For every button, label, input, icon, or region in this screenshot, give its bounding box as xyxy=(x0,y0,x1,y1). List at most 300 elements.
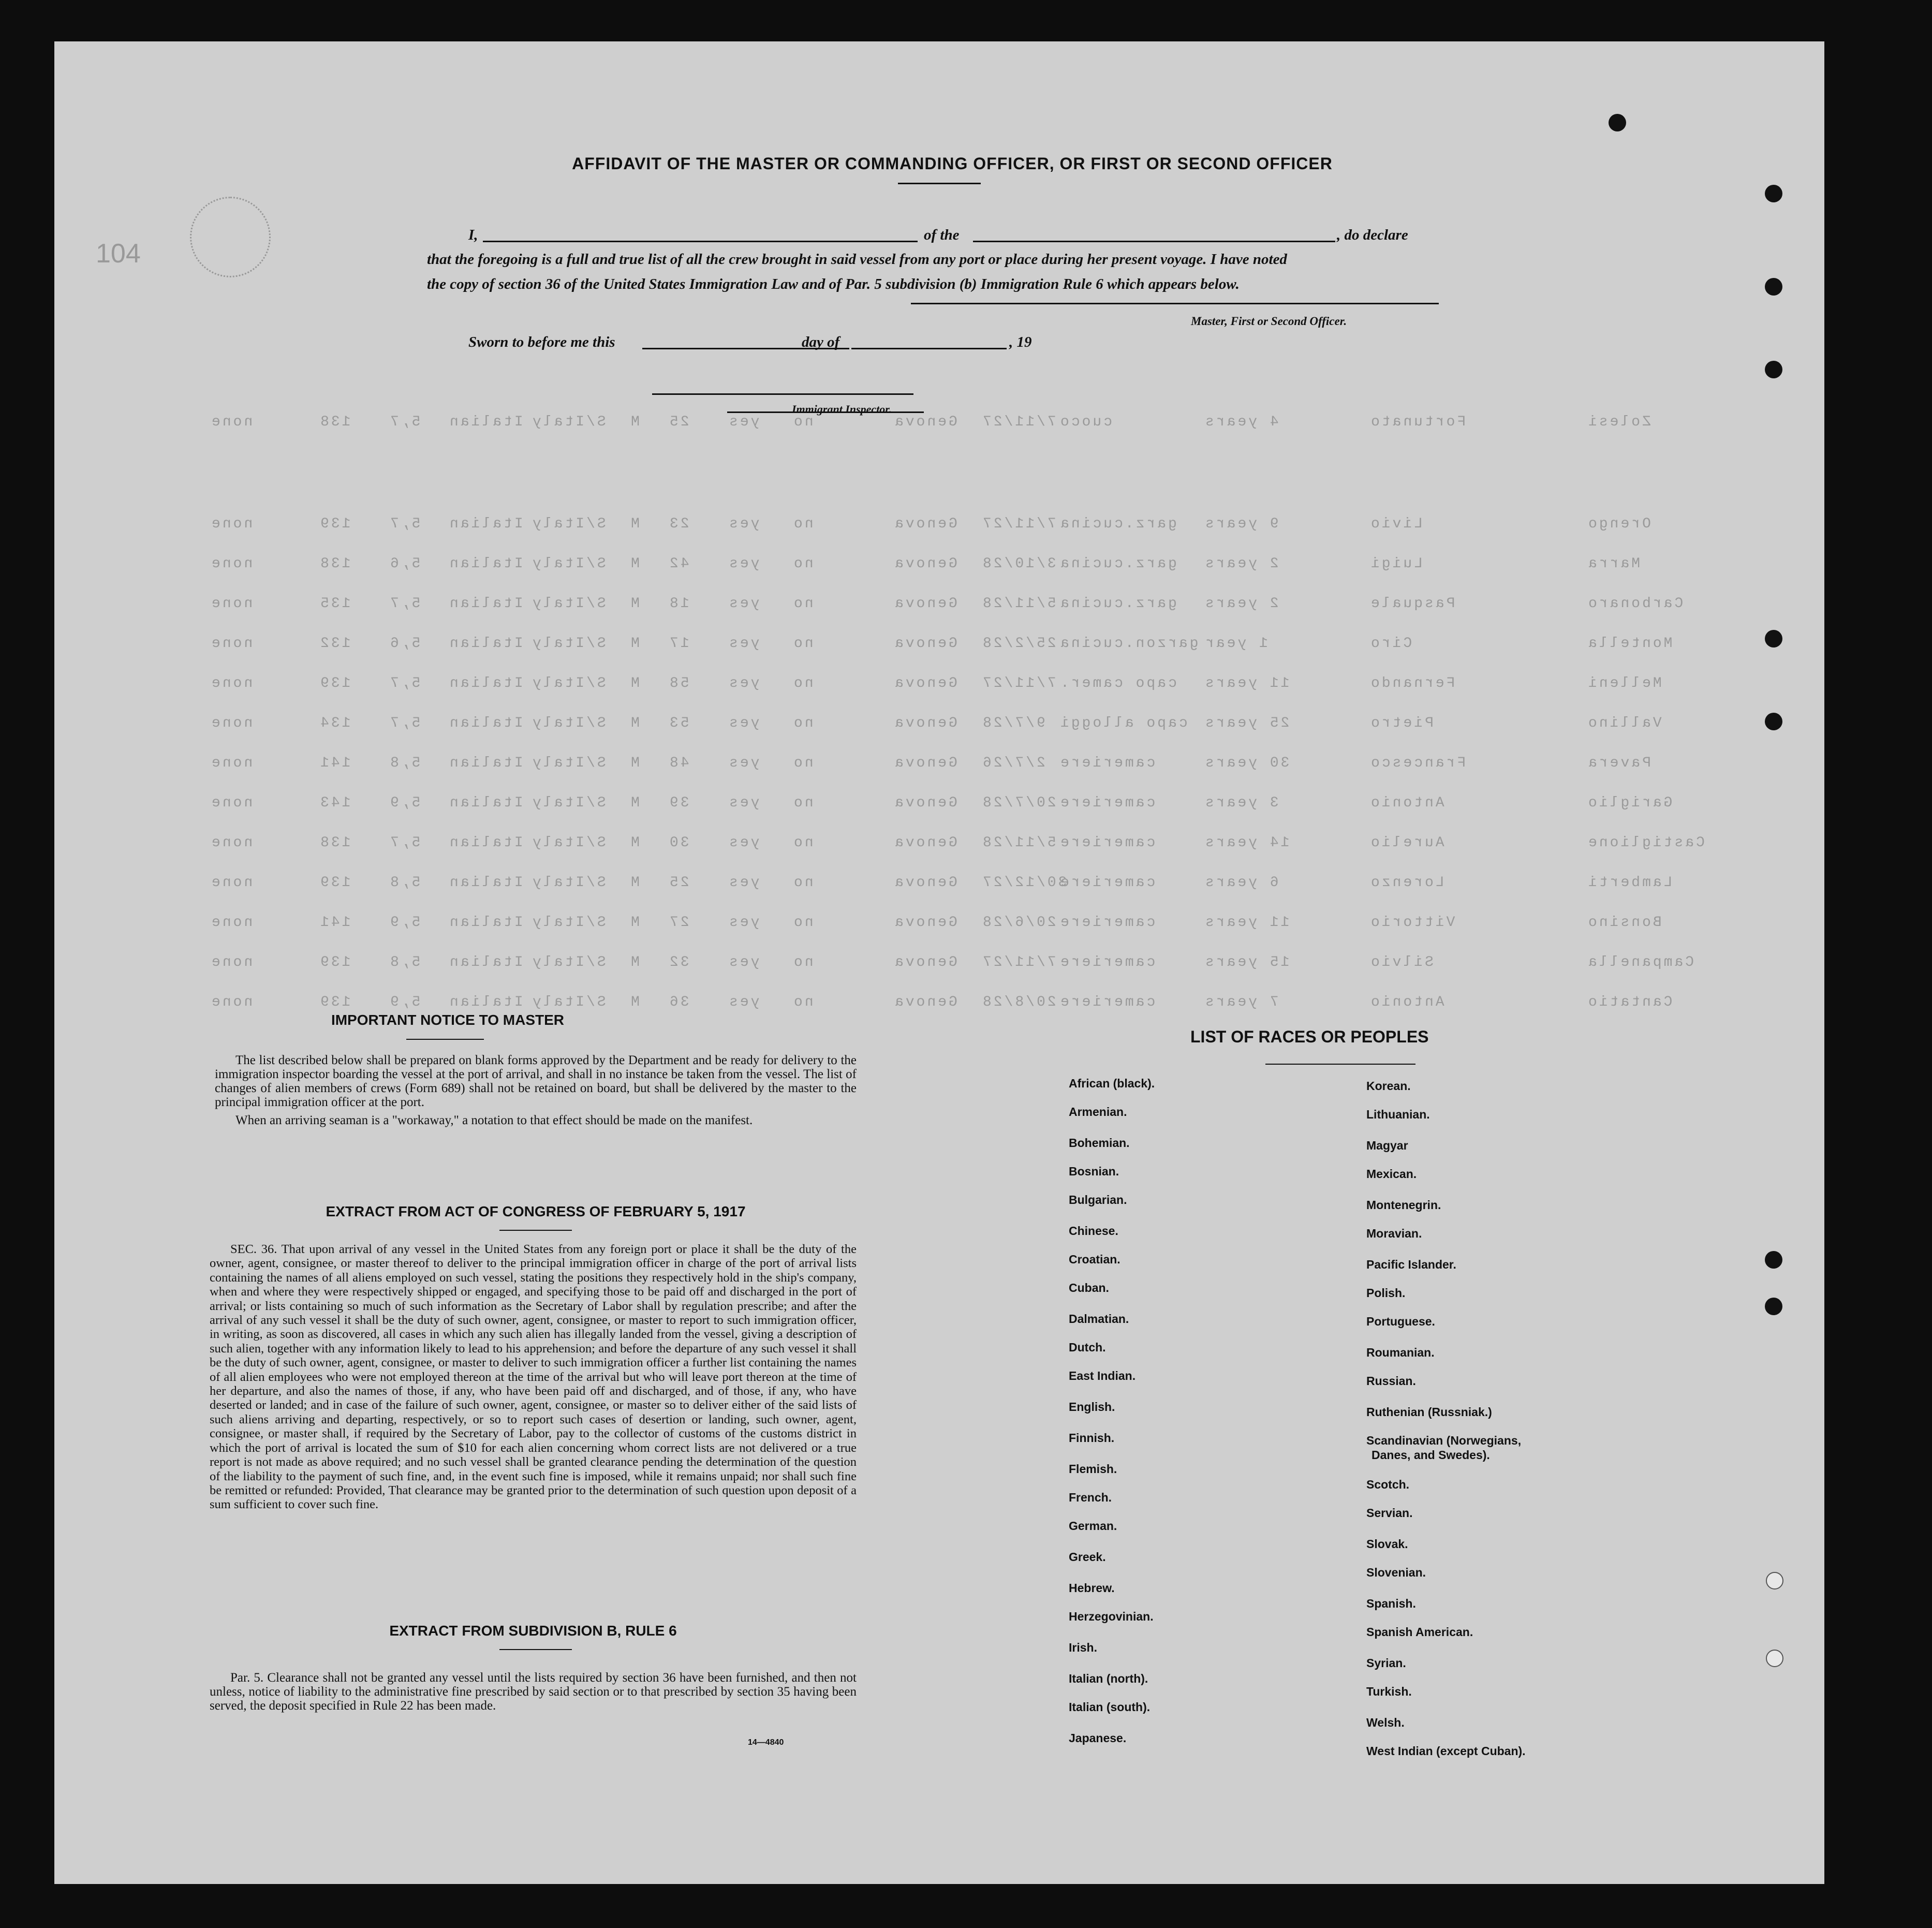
binder-hole xyxy=(1765,278,1782,296)
bleed-cell: no xyxy=(792,875,814,891)
bleed-cell: 138 xyxy=(318,414,351,430)
bleed-cell: M xyxy=(629,994,640,1010)
bleed-cell: 143 xyxy=(318,795,351,811)
bleed-cell: Genova xyxy=(893,516,957,532)
bleed-cell: 138 xyxy=(318,835,351,851)
race-item: Bohemian. xyxy=(1069,1136,1130,1150)
bleed-cell: 15 years xyxy=(1203,954,1290,970)
bleed-cell: 30 years xyxy=(1203,755,1290,771)
bleed-cell: yes xyxy=(727,755,760,771)
bleed-cell: 42 xyxy=(668,556,689,572)
bleed-cell: Genova xyxy=(893,875,957,891)
bleed-cell: yes xyxy=(727,875,760,891)
bleed-cell: Livio xyxy=(1369,516,1423,532)
bleed-cell: Cantatio xyxy=(1586,994,1673,1010)
bleed-cell: 25 years xyxy=(1203,715,1290,731)
bleed-cell: 7/11/27 xyxy=(981,516,1056,532)
bleed-cell: S/Italy xyxy=(530,755,606,771)
race-item: Welsh. xyxy=(1366,1716,1405,1729)
bleed-cell: Italian xyxy=(448,636,523,652)
bleed-cell: 2 years xyxy=(1203,556,1279,572)
race-item: Cuban. xyxy=(1069,1281,1109,1294)
rule-body-container xyxy=(210,1671,857,1717)
binder-hole xyxy=(1765,185,1782,202)
bleed-cell: 14 years xyxy=(1203,835,1290,851)
bleed-cell: 9/7/28 xyxy=(981,715,1045,731)
binder-hole xyxy=(1765,1251,1782,1269)
bleed-cell: 4 years xyxy=(1203,414,1279,430)
bleed-cell: yes xyxy=(727,556,760,572)
binder-hole xyxy=(1766,1572,1783,1590)
bleed-cell: cameriere xyxy=(1058,875,1156,891)
bleed-cell: 5,8 xyxy=(388,755,421,771)
statement-line-1: that the foregoing is a full and true list of all the crew brought in said vessel from any port or place during her present voyage. I have noted xyxy=(427,251,1287,268)
bleed-cell: M xyxy=(629,516,640,532)
bleed-cell: yes xyxy=(727,715,760,731)
bleed-cell: garz.cucina xyxy=(1058,556,1177,572)
bleed-cell: M xyxy=(629,954,640,970)
bleed-cell: Marra xyxy=(1586,556,1641,572)
bleed-cell: Francesco xyxy=(1369,755,1466,771)
bleed-cell: 135 xyxy=(318,596,351,612)
bleed-cell: 5,9 xyxy=(388,915,421,931)
race-item: Scotch. xyxy=(1366,1478,1410,1491)
race-item: Slovenian. xyxy=(1366,1566,1426,1579)
rule-body: Par. 5. Clearance shall not be granted any vessel until the lists required by section 36 have been furnished, and then not unless, notice of liability to the administrative fine prescribed by said section or to that prescribed by section 35 having been served, the deposit specified in Rule 22 has been made. xyxy=(210,1671,857,1713)
race-item: Russian. xyxy=(1366,1374,1416,1388)
bleed-cell: yes xyxy=(727,954,760,970)
race-item: Portuguese. xyxy=(1366,1315,1435,1328)
race-item: Bosnian. xyxy=(1069,1165,1119,1178)
race-item: Lithuanian. xyxy=(1366,1108,1430,1121)
form-number: 14—4840 xyxy=(748,1738,784,1747)
bleed-cell: Pietro xyxy=(1369,715,1434,731)
bleed-cell: Luigi xyxy=(1369,556,1423,572)
bleed-cell: 11 years xyxy=(1203,675,1290,691)
race-item: Magyar xyxy=(1366,1139,1408,1152)
bleed-cell: none xyxy=(210,954,253,970)
bleed-cell: 7/11/27 xyxy=(981,954,1056,970)
bleed-cell: M xyxy=(629,875,640,891)
bleed-cell: 6 years xyxy=(1203,875,1279,891)
bleed-cell: capo alloggi xyxy=(1058,715,1188,731)
bleed-cell: cuoco xyxy=(1058,414,1113,430)
act-underline xyxy=(499,1230,572,1231)
binder-hole xyxy=(1765,1298,1782,1315)
bleed-cell: 1 year xyxy=(1203,636,1268,652)
bleed-cell: cameriere xyxy=(1058,755,1156,771)
bleed-cell: no xyxy=(792,755,814,771)
bleed-cell: S/Italy xyxy=(530,835,606,851)
bleed-cell: 139 xyxy=(318,954,351,970)
bleed-cell: none xyxy=(210,915,253,931)
bleed-cell: Bonsino xyxy=(1586,915,1662,931)
bleed-cell: garz.cucina xyxy=(1058,516,1177,532)
bleed-cell: 7/11/27 xyxy=(981,414,1056,430)
race-item: West Indian (except Cuban). xyxy=(1366,1744,1526,1758)
bleed-cell: cameriere xyxy=(1058,835,1156,851)
bleed-cell: 139 xyxy=(318,994,351,1010)
bleed-cell: Italian xyxy=(448,994,523,1010)
bleed-cell: S/Italy xyxy=(530,596,606,612)
bleed-cell: 5,9 xyxy=(388,795,421,811)
race-item: Chinese. xyxy=(1069,1224,1118,1238)
bleed-cell: S/Italy xyxy=(530,516,606,532)
bleed-cell: 5,6 xyxy=(388,636,421,652)
bleed-cell: yes xyxy=(727,915,760,931)
statement-line-2: the copy of section 36 of the United States Immigration Law and of Par. 5 subdivision (b) Immigration Rule 6 which appears below. xyxy=(427,276,1240,292)
race-item: Hebrew. xyxy=(1069,1581,1115,1595)
bleed-cell: Italian xyxy=(448,715,523,731)
bleed-cell: Genova xyxy=(893,675,957,691)
bleed-cell: M xyxy=(629,715,640,731)
bleed-cell: 5,7 xyxy=(388,835,421,851)
bleed-cell: 5,6 xyxy=(388,556,421,572)
bleed-cell: yes xyxy=(727,795,760,811)
bleed-cell: Italian xyxy=(448,915,523,931)
bleed-cell: Gariglio xyxy=(1586,795,1673,811)
race-item: Bulgarian. xyxy=(1069,1193,1127,1206)
manifest-page xyxy=(54,41,1824,1884)
bleed-cell: Italian xyxy=(448,795,523,811)
year-label: , 19 xyxy=(1009,334,1032,350)
bleed-cell: 3 years xyxy=(1203,795,1279,811)
bleed-cell: Antonio xyxy=(1369,994,1444,1010)
bleed-cell: 5/11/28 xyxy=(981,596,1056,612)
race-item: Spanish. xyxy=(1366,1597,1416,1610)
bleed-cell: Carbonaro xyxy=(1586,596,1684,612)
sworn-label: Sworn to before me this xyxy=(468,334,615,350)
bleed-cell: Castiglione xyxy=(1586,835,1705,851)
bleed-cell: Pasquale xyxy=(1369,596,1455,612)
races-underline xyxy=(1265,1064,1415,1065)
bleed-cell: 5,8 xyxy=(388,875,421,891)
month-blank xyxy=(851,348,1007,349)
bleed-cell: 7/11/27 xyxy=(981,675,1056,691)
bleed-cell: cameriere xyxy=(1058,994,1156,1010)
race-item: Syrian. xyxy=(1366,1656,1406,1670)
race-item: Polish. xyxy=(1366,1286,1406,1300)
bleed-cell: 25/2/28 xyxy=(981,636,1056,652)
bleed-cell: yes xyxy=(727,414,760,430)
bleed-cell: 9 years xyxy=(1203,516,1279,532)
bleed-cell: 5,7 xyxy=(388,414,421,430)
bleed-cell: Italian xyxy=(448,675,523,691)
title-underline xyxy=(898,183,981,184)
bleed-cell: none xyxy=(210,414,253,430)
bleed-cell: M xyxy=(629,596,640,612)
bleed-cell: 36 xyxy=(668,994,689,1010)
bleed-cell: Genova xyxy=(893,795,957,811)
notice-heading: IMPORTANT NOTICE TO MASTER xyxy=(331,1012,565,1028)
bleed-cell: Silvio xyxy=(1369,954,1434,970)
bleed-cell: 5/11/28 xyxy=(981,835,1056,851)
bleed-cell: none xyxy=(210,795,253,811)
race-item: German. xyxy=(1069,1519,1117,1533)
bleed-cell: none xyxy=(210,556,253,572)
bleed-cell: S/Italy xyxy=(530,795,606,811)
bleed-cell: 18 xyxy=(668,596,689,612)
bleed-cell: none xyxy=(210,715,253,731)
bleed-cell: M xyxy=(629,795,640,811)
bleed-cell: Italian xyxy=(448,596,523,612)
act-body-container xyxy=(210,1242,857,1516)
bleed-cell: S/Italy xyxy=(530,915,606,931)
bleed-cell: cameriere xyxy=(1058,954,1156,970)
binder-hole xyxy=(1609,114,1626,131)
bleed-cell: S/Italy xyxy=(530,954,606,970)
bleed-cell: 53 xyxy=(668,715,689,731)
bleed-cell: Orengo xyxy=(1586,516,1651,532)
race-item: English. xyxy=(1069,1400,1115,1414)
i-label: I, xyxy=(468,227,478,243)
bleed-cell: no xyxy=(792,994,814,1010)
bleed-cell: yes xyxy=(727,994,760,1010)
bleed-cell: none xyxy=(210,636,253,652)
bleed-cell: Genova xyxy=(893,915,957,931)
race-item: Dutch. xyxy=(1069,1341,1106,1354)
bleed-cell: S/Italy xyxy=(530,994,606,1010)
affidavit-title: AFFIDAVIT OF THE MASTER OR COMMANDING OFFICER, OR FIRST OR SECOND OFFICER xyxy=(572,154,1333,173)
bleed-cell: S/Italy xyxy=(530,414,606,430)
race-item: Moravian. xyxy=(1366,1227,1422,1240)
bleed-cell: 141 xyxy=(318,915,351,931)
bleed-cell: 39 xyxy=(668,795,689,811)
race-item: Turkish. xyxy=(1366,1685,1412,1698)
bleed-cell: M xyxy=(629,414,640,430)
notice-body xyxy=(215,1053,857,1131)
race-item: Ruthenian (Russniak.) xyxy=(1366,1405,1492,1419)
race-item: African (black). xyxy=(1069,1077,1155,1090)
bleed-cell: 3/10/28 xyxy=(981,556,1056,572)
bleed-cell: Genova xyxy=(893,954,957,970)
race-item: Roumanian. xyxy=(1366,1346,1435,1359)
bleed-cell: 139 xyxy=(318,675,351,691)
bleed-cell: none xyxy=(210,994,253,1010)
race-item: East Indian. xyxy=(1069,1369,1136,1382)
bleed-cell: 11 years xyxy=(1203,915,1290,931)
bleed-cell: none xyxy=(210,596,253,612)
binder-hole xyxy=(1765,361,1782,378)
bleed-cell: 7 years xyxy=(1203,994,1279,1010)
bleed-cell: yes xyxy=(727,596,760,612)
bleed-cell: cameriere xyxy=(1058,915,1156,931)
bleed-cell: 20/7/28 xyxy=(981,795,1056,811)
bleed-cell: garz.cucina xyxy=(1058,596,1177,612)
bleed-cell: M xyxy=(629,915,640,931)
bleed-cell: none xyxy=(210,835,253,851)
bleed-cell: S/Italy xyxy=(530,636,606,652)
bleed-cell: no xyxy=(792,675,814,691)
race-item: Slovak. xyxy=(1366,1537,1408,1551)
bleed-cell: Campanella xyxy=(1586,954,1694,970)
bleed-cell: no xyxy=(792,636,814,652)
bleed-cell: 58 xyxy=(668,675,689,691)
race-item: Flemish. xyxy=(1069,1462,1117,1476)
bleed-cell: capo camer. xyxy=(1058,675,1177,691)
bleed-cell: none xyxy=(210,675,253,691)
act-heading: EXTRACT FROM ACT OF CONGRESS OF FEBRUARY 5, 1917 xyxy=(326,1203,746,1219)
binder-hole xyxy=(1766,1650,1783,1667)
inspector-blank xyxy=(652,393,913,395)
race-item: Croatian. xyxy=(1069,1253,1120,1266)
bleed-cell: yes xyxy=(727,675,760,691)
bleed-cell: S/Italy xyxy=(530,875,606,891)
page-number: 104 xyxy=(96,239,141,269)
bleed-cell: 23 xyxy=(668,516,689,532)
bleed-cell: 32 xyxy=(668,954,689,970)
seal-stamp xyxy=(190,197,271,277)
bleed-cell: Genova xyxy=(893,994,957,1010)
bleed-cell: M xyxy=(629,675,640,691)
bleed-cell: 25 xyxy=(668,414,689,430)
inspector-caption: Immigrant Inspector. xyxy=(792,403,892,416)
bleed-cell: Ciro xyxy=(1369,636,1412,652)
bleed-cell: yes xyxy=(727,636,760,652)
bleed-cell: Italian xyxy=(448,954,523,970)
race-item: Dalmatian. xyxy=(1069,1312,1129,1326)
of-the-label: of the xyxy=(924,227,960,243)
bleed-cell: Italian xyxy=(448,414,523,430)
bleed-cell: Aurelio xyxy=(1369,835,1444,851)
race-item: Montenegrin. xyxy=(1366,1198,1441,1212)
race-item: Greek. xyxy=(1069,1550,1106,1564)
bleed-cell: 20/8/28 xyxy=(981,994,1056,1010)
bleed-cell: M xyxy=(629,835,640,851)
bleed-cell: Lorenzo xyxy=(1369,875,1444,891)
bleed-cell: Genova xyxy=(893,636,957,652)
race-item: Irish. xyxy=(1069,1641,1097,1654)
binder-hole xyxy=(1765,713,1782,730)
bleed-cell: no xyxy=(792,414,814,430)
bleed-cell: 2/7/26 xyxy=(981,755,1045,771)
bleed-cell: Italian xyxy=(448,875,523,891)
bleed-cell: Italian xyxy=(448,556,523,572)
race-item: Mexican. xyxy=(1366,1167,1417,1181)
bleed-cell: Genova xyxy=(893,414,957,430)
bleed-cell: garzon.cucina xyxy=(1058,636,1199,652)
bleed-cell: M xyxy=(629,636,640,652)
race-item: Finnish. xyxy=(1069,1431,1115,1445)
bleed-cell: Genova xyxy=(893,755,957,771)
bleed-cell: 5,9 xyxy=(388,994,421,1010)
bleed-cell: no xyxy=(792,516,814,532)
bleed-cell: Genova xyxy=(893,556,957,572)
race-item: Spanish American. xyxy=(1366,1625,1473,1639)
bleed-cell: 20/6/28 xyxy=(981,915,1056,931)
bleed-cell: 27 xyxy=(668,915,689,931)
bleed-cell: Lamberti xyxy=(1586,875,1673,891)
notice-paragraph-2: When an arriving seaman is a "workaway," a notation to that effect should be made on the manifest. xyxy=(235,1113,753,1127)
race-item: Pacific Islander. xyxy=(1366,1258,1456,1271)
bleed-cell: 134 xyxy=(318,715,351,731)
bleed-cell: Genova xyxy=(893,596,957,612)
binder-hole xyxy=(1765,630,1782,647)
bleed-cell: yes xyxy=(727,835,760,851)
bleed-cell: 25 xyxy=(668,875,689,891)
bleed-cell: yes xyxy=(727,516,760,532)
bleed-cell: cameriere xyxy=(1058,795,1156,811)
race-item: Armenian. xyxy=(1069,1105,1127,1118)
bleed-cell: Genova xyxy=(893,715,957,731)
bleed-cell: 48 xyxy=(668,755,689,771)
bleed-cell: S/Italy xyxy=(530,556,606,572)
bleed-cell: Genova xyxy=(893,835,957,851)
bleed-cell: 5,7 xyxy=(388,516,421,532)
bleed-cell: no xyxy=(792,596,814,612)
bleed-cell: 5,7 xyxy=(388,715,421,731)
bleed-cell: S/Italy xyxy=(530,675,606,691)
act-body: SEC. 36. That upon arrival of any vessel in the United States from any foreign port or place it shall be the duty of the owner, agent, consignee, or master thereof to deliver to the principal immigration officer in charge of the port of arrival lists containing the names of all aliens employed on such vessel, stating the positions they respectively hold in the ship's company, when and where they were respectively shipped or engaged, and specifying those to be paid off and discharged in the port of arrival; or lists containing so much of such information as the Secretary of Labor shall by regulation prescribe; and after the arrival of any such vessel it shall be the duty of such owner, agent, consignee, or master to report to such immigration officer, in writing, as soon as discovered, all cases in which any such alien has illegally landed from the vessel, giving a description of such alien, together with any information likely to lead to his apprehension; and before the departure of any such vessel it shall be the duty of such owner, agent, consignee, or master to deliver to such immigration officer a further list containing the names of all alien employees who were not employed thereon at the time of the arrival but who will leave port thereon at the time of her departure, and also the names of those, if any, who have been paid off and discharged, and of those, if any, who have deserted or landed; and in case of the failure of such owner, agent, consignee, or master so to deliver either of the said lists of such aliens arriving and departing, respectively, or so to report such cases of desertion or landing, such owner, agent, consignee, or master shall, if required by the Secretary of Labor, pay to the collector of customs of the customs district in which the port of arrival is located the sum of $10 for each alien concerning whom correct lists are not delivered or a true report is not made as above required; and no such vessel shall be granted clearance pending the determination of the question of the liability to the payment of such fine, and, in the event such fine is imposed, while it remains unpaid; nor shall such fine be remitted or refunded: Provided, That clearance may be granted prior to the determination of such question upon deposit of a sum sufficient to cover such fine. xyxy=(210,1242,857,1512)
bleed-cell: Melleni xyxy=(1586,675,1662,691)
bleed-cell: 132 xyxy=(318,636,351,652)
rule-heading: EXTRACT FROM SUBDIVISION B, RULE 6 xyxy=(389,1623,677,1639)
race-item: Italian (north). xyxy=(1069,1672,1148,1685)
bleed-cell: no xyxy=(792,835,814,851)
bleed-cell: M xyxy=(629,755,640,771)
bleed-cell: 139 xyxy=(318,516,351,532)
bleed-cell: no xyxy=(792,556,814,572)
bleed-cell: 17 xyxy=(668,636,689,652)
day-of-label: day of xyxy=(802,334,840,350)
name-blank xyxy=(483,241,918,242)
bleed-cell: Italian xyxy=(448,755,523,771)
bleed-cell: 5,7 xyxy=(388,675,421,691)
bleed-cell: 138 xyxy=(318,556,351,572)
signature-blank xyxy=(911,303,1439,304)
bleed-cell: Vittorio xyxy=(1369,915,1455,931)
races-heading: LIST OF RACES OR PEOPLES xyxy=(1190,1027,1429,1046)
bleed-cell: M xyxy=(629,556,640,572)
bleed-cell: Fernando xyxy=(1369,675,1455,691)
race-item: Scandinavian (Norwegians, xyxy=(1366,1434,1522,1447)
race-item: Servian. xyxy=(1366,1506,1413,1520)
bleed-cell: 141 xyxy=(318,755,351,771)
bleed-cell: none xyxy=(210,875,253,891)
bleed-cell: Antonio xyxy=(1369,795,1444,811)
bleed-cell: Montella xyxy=(1586,636,1673,652)
bleed-cell: Fortunato xyxy=(1369,414,1466,430)
bleed-cell: none xyxy=(210,755,253,771)
bleed-cell: no xyxy=(792,715,814,731)
rule-underline xyxy=(499,1649,572,1650)
race-item: Italian (south). xyxy=(1069,1700,1151,1714)
race-item: Korean. xyxy=(1366,1079,1411,1093)
bleed-cell: Zolesi xyxy=(1586,414,1651,430)
bleed-cell: 139 xyxy=(318,875,351,891)
bleed-cell: Italian xyxy=(448,835,523,851)
race-item: Danes, and Swedes). xyxy=(1371,1448,1490,1462)
bleed-cell: S/Italy xyxy=(530,715,606,731)
bleed-cell: none xyxy=(210,516,253,532)
bleed-cell: Vallino xyxy=(1586,715,1662,731)
bleed-cell: 30 xyxy=(668,835,689,851)
signature-caption: Master, First or Second Officer. xyxy=(1191,315,1347,328)
notice-underline xyxy=(406,1039,484,1040)
bleed-cell: no xyxy=(792,954,814,970)
bleed-cell: 5,8 xyxy=(388,954,421,970)
bleed-cell: Italian xyxy=(448,516,523,532)
bleed-cell: no xyxy=(792,795,814,811)
bleed-cell: 5,7 xyxy=(388,596,421,612)
bleed-cell: 2 years xyxy=(1203,596,1279,612)
bleed-cell: Pavera xyxy=(1586,755,1651,771)
notice-paragraph-1: The list described below shall be prepared on blank forms approved by the Department and be ready for delivery to the immigration inspector boarding the vessel at the port of arrival, and shall in no instance be taken from the vessel. The list of changes of alien members of crews (Form 689) shall not be retained on board, but shall be delivered by the master to the principal immigration officer at the port. xyxy=(215,1053,857,1109)
race-item: Japanese. xyxy=(1069,1731,1127,1745)
bleed-cell: 30/12/27 xyxy=(981,875,1067,891)
race-item: Herzegovinian. xyxy=(1069,1610,1154,1623)
vessel-blank xyxy=(973,241,1335,242)
